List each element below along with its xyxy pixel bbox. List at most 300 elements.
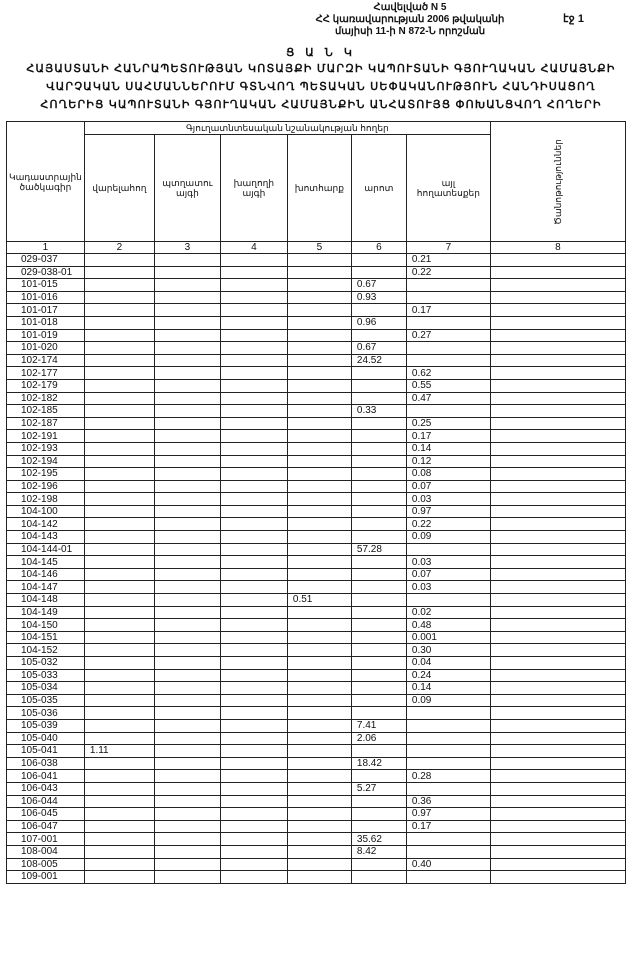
cadastral-code-cell: 105-039 [7, 719, 85, 732]
notes-cell [490, 644, 625, 657]
notes-cell [490, 329, 625, 342]
arable-cell [84, 594, 154, 607]
vineyard-cell [220, 405, 287, 418]
page-number: էջ 1 [563, 13, 584, 25]
notes-cell [490, 266, 625, 279]
table-row [7, 581, 626, 594]
orchard-cell [154, 581, 220, 594]
hayfield-cell [287, 543, 351, 556]
notes-cell [490, 543, 625, 556]
table-row [7, 858, 626, 871]
vineyard-cell [220, 480, 287, 493]
arable-cell [84, 820, 154, 833]
vineyard-cell [220, 707, 287, 720]
arable-cell [84, 266, 154, 279]
notes-cell [490, 342, 625, 355]
vineyard-cell [220, 808, 287, 821]
table-row [7, 379, 626, 392]
other-land-cell: 0.27 [406, 329, 490, 342]
orchard-cell [154, 417, 220, 430]
other-land-cell: 0.22 [406, 518, 490, 531]
other-land-cell [406, 543, 490, 556]
table-row [7, 657, 626, 670]
arable-cell: 1.11 [84, 745, 154, 758]
cadastral-code-cell: 107-001 [7, 833, 85, 846]
other-land-cell: 0.28 [406, 770, 490, 783]
orchard-cell [154, 845, 220, 858]
hayfield-cell [287, 367, 351, 380]
cadastral-code-cell: 105-041 [7, 745, 85, 758]
group-header-agricultural: Գյուղատնտեսական նշանակության հողեր [84, 122, 490, 135]
pasture-cell [351, 606, 406, 619]
pasture-cell [351, 304, 406, 317]
table-row [7, 367, 626, 380]
orchard-cell [154, 719, 220, 732]
pasture-cell [351, 392, 406, 405]
orchard-cell [154, 707, 220, 720]
arable-cell [84, 493, 154, 506]
notes-cell [490, 568, 625, 581]
notes-cell [490, 808, 625, 821]
arable-cell [84, 644, 154, 657]
hayfield-cell [287, 833, 351, 846]
table-body [7, 254, 626, 884]
cadastral-code-cell: 104-146 [7, 568, 85, 581]
other-land-cell [406, 594, 490, 607]
table-row [7, 568, 626, 581]
col-number: 7 [406, 242, 490, 254]
notes-cell [490, 669, 625, 682]
pasture-cell [351, 367, 406, 380]
vineyard-cell [220, 719, 287, 732]
vineyard-cell [220, 342, 287, 355]
pasture-cell: 18.42 [351, 757, 406, 770]
vineyard-cell [220, 291, 287, 304]
vineyard-cell [220, 795, 287, 808]
notes-cell [490, 770, 625, 783]
cadastral-code-cell: 106-043 [7, 782, 85, 795]
pasture-cell [351, 871, 406, 884]
other-land-cell: 0.09 [406, 531, 490, 544]
other-land-cell [406, 316, 490, 329]
vineyard-cell [220, 556, 287, 569]
pasture-cell [351, 770, 406, 783]
orchard-cell [154, 354, 220, 367]
hayfield-cell [287, 531, 351, 544]
vineyard-cell [220, 657, 287, 670]
cadastral-code-cell: 104-150 [7, 619, 85, 632]
table-row [7, 606, 626, 619]
vineyard-cell [220, 631, 287, 644]
arable-cell [84, 694, 154, 707]
arable-cell [84, 468, 154, 481]
orchard-cell [154, 279, 220, 292]
vineyard-cell [220, 820, 287, 833]
cadastral-code-cell: 102-174 [7, 354, 85, 367]
col-header-arable: վարելահող [84, 135, 154, 242]
title-line-3: ՎԱՐՉԱԿԱՆ ՍԱՀՄԱՆՆԵՐՈՒՄ ԳՏՆՎՈՂ ՊԵՏԱԿԱՆ ՍԵՓԱԿԱՆՈՒԹՅՈՒՆ ՀԱՆԴԻՍԱՑՈՂ [46, 81, 596, 93]
hayfield-cell [287, 808, 351, 821]
orchard-cell [154, 468, 220, 481]
arable-cell [84, 606, 154, 619]
orchard-cell [154, 619, 220, 632]
pasture-cell [351, 417, 406, 430]
cadastral-code-cell: 108-004 [7, 845, 85, 858]
hayfield-cell [287, 606, 351, 619]
cadastral-code-cell: 102-191 [7, 430, 85, 443]
notes-cell [490, 594, 625, 607]
hayfield-cell [287, 757, 351, 770]
table-row [7, 543, 626, 556]
hayfield-cell [287, 354, 351, 367]
orchard-cell [154, 795, 220, 808]
cadastral-code-cell: 104-149 [7, 606, 85, 619]
orchard-cell [154, 606, 220, 619]
notes-cell [490, 682, 625, 695]
pasture-cell [351, 795, 406, 808]
pasture-cell [351, 694, 406, 707]
cadastral-code-cell: 104-143 [7, 531, 85, 544]
cadastral-code-cell: 102-185 [7, 405, 85, 418]
pasture-cell [351, 493, 406, 506]
arable-cell [84, 833, 154, 846]
hayfield-cell [287, 556, 351, 569]
hayfield-cell [287, 405, 351, 418]
vineyard-cell [220, 531, 287, 544]
hayfield-cell [287, 707, 351, 720]
other-land-cell: 0.25 [406, 417, 490, 430]
pasture-cell: 0.67 [351, 342, 406, 355]
pasture-cell [351, 644, 406, 657]
other-land-cell [406, 354, 490, 367]
vineyard-cell [220, 430, 287, 443]
vineyard-cell [220, 442, 287, 455]
arable-cell [84, 518, 154, 531]
cadastral-code-cell: 105-035 [7, 694, 85, 707]
vineyard-cell [220, 543, 287, 556]
arable-cell [84, 669, 154, 682]
cadastral-code-cell: 101-018 [7, 316, 85, 329]
other-land-cell [406, 707, 490, 720]
hayfield-cell [287, 568, 351, 581]
other-land-cell [406, 405, 490, 418]
table-row [7, 316, 626, 329]
cadastral-code-cell: 102-198 [7, 493, 85, 506]
cadastral-code-cell: 105-034 [7, 682, 85, 695]
hayfield-cell: 0.51 [287, 594, 351, 607]
arable-cell [84, 757, 154, 770]
vineyard-cell [220, 316, 287, 329]
orchard-cell [154, 392, 220, 405]
arable-cell [84, 782, 154, 795]
arable-cell [84, 455, 154, 468]
notes-cell [490, 694, 625, 707]
orchard-cell [154, 694, 220, 707]
table-row [7, 354, 626, 367]
notes-cell [490, 795, 625, 808]
other-land-cell [406, 745, 490, 758]
table-row [7, 531, 626, 544]
notes-cell [490, 354, 625, 367]
arable-cell [84, 808, 154, 821]
table-row [7, 782, 626, 795]
arable-cell [84, 682, 154, 695]
vineyard-cell [220, 682, 287, 695]
cadastral-code-cell: 106-047 [7, 820, 85, 833]
pasture-cell: 0.96 [351, 316, 406, 329]
vineyard-cell [220, 694, 287, 707]
other-land-cell: 0.03 [406, 493, 490, 506]
title-line-4: ՀՈՂԵՐԻՑ ԿԱՊՈՒՏԱՆԻ ԳՅՈՒՂԱԿԱՆ ՀԱՄԱՅՆՔԻՆ ԱՆՀԱՏՈՒՅՑ ՓՈԽԱՆՑՎՈՂ ՀՈՂԵՐԻ [40, 99, 602, 111]
table-row [7, 455, 626, 468]
notes-cell [490, 304, 625, 317]
notes-label: Ծանոթություններ [552, 138, 563, 225]
orchard-cell [154, 405, 220, 418]
table-row [7, 757, 626, 770]
orchard-cell [154, 657, 220, 670]
arable-cell [84, 631, 154, 644]
cadastral-code-cell: 105-040 [7, 732, 85, 745]
orchard-cell [154, 644, 220, 657]
cadastral-code-cell: 102-196 [7, 480, 85, 493]
hayfield-cell [287, 581, 351, 594]
table-row [7, 266, 626, 279]
table-row [7, 833, 626, 846]
notes-cell [490, 468, 625, 481]
pasture-cell: 0.67 [351, 279, 406, 292]
pasture-cell [351, 594, 406, 607]
notes-cell [490, 581, 625, 594]
cadastral-code-cell: 104-142 [7, 518, 85, 531]
other-land-cell: 0.17 [406, 304, 490, 317]
pasture-cell: 35.62 [351, 833, 406, 846]
vineyard-cell [220, 493, 287, 506]
notes-cell [490, 782, 625, 795]
pasture-cell [351, 669, 406, 682]
other-land-cell [406, 279, 490, 292]
cadastral-code-cell: 101-020 [7, 342, 85, 355]
hayfield-cell [287, 480, 351, 493]
notes-cell [490, 719, 625, 732]
orchard-cell [154, 329, 220, 342]
hayfield-cell [287, 291, 351, 304]
other-land-cell [406, 291, 490, 304]
other-land-cell: 0.12 [406, 455, 490, 468]
hayfield-cell [287, 518, 351, 531]
vineyard-cell [220, 594, 287, 607]
table-row [7, 619, 626, 632]
notes-cell [490, 845, 625, 858]
cadastral-code-cell: 104-144-01 [7, 543, 85, 556]
orchard-cell [154, 568, 220, 581]
orchard-cell [154, 379, 220, 392]
annex-line-3: մայիսի 11-ի N 872-Ն որոշման [334, 26, 486, 37]
table-row [7, 254, 626, 267]
table-row [7, 405, 626, 418]
notes-cell [490, 430, 625, 443]
cadastral-code-cell: 108-005 [7, 858, 85, 871]
arable-cell [84, 581, 154, 594]
orchard-cell [154, 531, 220, 544]
table-row [7, 442, 626, 455]
table-row [7, 631, 626, 644]
table-row [7, 468, 626, 481]
hayfield-cell [287, 342, 351, 355]
col-header-cadastral-code: Կադաստրային ծածկագիր [7, 122, 85, 242]
vineyard-cell [220, 354, 287, 367]
arable-cell [84, 795, 154, 808]
vineyard-cell [220, 329, 287, 342]
vineyard-cell [220, 266, 287, 279]
pasture-cell: 0.33 [351, 405, 406, 418]
notes-cell [490, 405, 625, 418]
other-land-cell: 0.03 [406, 581, 490, 594]
table-row [7, 493, 626, 506]
other-land-cell: 0.14 [406, 682, 490, 695]
arable-cell [84, 442, 154, 455]
table-row [7, 644, 626, 657]
other-land-cell: 0.07 [406, 568, 490, 581]
pasture-cell [351, 682, 406, 695]
hayfield-cell [287, 682, 351, 695]
table-row [7, 694, 626, 707]
orchard-cell [154, 518, 220, 531]
arable-cell [84, 707, 154, 720]
cadastral-code-cell: 106-041 [7, 770, 85, 783]
arable-cell [84, 568, 154, 581]
table-row [7, 505, 626, 518]
pasture-cell: 7.41 [351, 719, 406, 732]
pasture-cell [351, 619, 406, 632]
other-land-cell: 0.17 [406, 430, 490, 443]
notes-cell [490, 858, 625, 871]
vineyard-cell [220, 392, 287, 405]
other-land-cell [406, 719, 490, 732]
other-land-cell [406, 833, 490, 846]
arable-cell [84, 430, 154, 443]
hayfield-cell [287, 430, 351, 443]
vineyard-cell [220, 468, 287, 481]
table-row [7, 795, 626, 808]
pasture-cell [351, 505, 406, 518]
hayfield-cell [287, 505, 351, 518]
table-row [7, 329, 626, 342]
pasture-cell [351, 266, 406, 279]
vineyard-cell [220, 858, 287, 871]
orchard-cell [154, 770, 220, 783]
pasture-cell [351, 808, 406, 821]
notes-cell [490, 493, 625, 506]
arable-cell [84, 657, 154, 670]
orchard-cell [154, 342, 220, 355]
col-header-other-land: այլ հողատեսքեր [406, 135, 490, 242]
arable-cell [84, 316, 154, 329]
hayfield-cell [287, 782, 351, 795]
hayfield-cell [287, 719, 351, 732]
table-row [7, 430, 626, 443]
orchard-cell [154, 430, 220, 443]
hayfield-cell [287, 732, 351, 745]
annex-line-1: Հավելված N 5 [373, 2, 447, 13]
pasture-cell: 5.27 [351, 782, 406, 795]
arable-cell [84, 732, 154, 745]
col-header-orchard: պտղատու այգի [154, 135, 220, 242]
hayfield-cell [287, 254, 351, 267]
orchard-cell [154, 631, 220, 644]
vineyard-cell [220, 606, 287, 619]
arable-cell [84, 342, 154, 355]
table-row [7, 770, 626, 783]
notes-cell [490, 518, 625, 531]
other-land-cell: 0.09 [406, 694, 490, 707]
vineyard-cell [220, 279, 287, 292]
hayfield-cell [287, 858, 351, 871]
table-row [7, 845, 626, 858]
notes-cell [490, 417, 625, 430]
pasture-cell [351, 329, 406, 342]
table-row [7, 291, 626, 304]
arable-cell [84, 505, 154, 518]
other-land-cell: 0.03 [406, 556, 490, 569]
arable-cell [84, 254, 154, 267]
notes-cell [490, 707, 625, 720]
arable-cell [84, 543, 154, 556]
vineyard-cell [220, 732, 287, 745]
other-land-cell: 0.48 [406, 619, 490, 632]
orchard-cell [154, 480, 220, 493]
hayfield-cell [287, 329, 351, 342]
vineyard-cell [220, 254, 287, 267]
pasture-cell: 24.52 [351, 354, 406, 367]
table-row [7, 808, 626, 821]
orchard-cell [154, 493, 220, 506]
orchard-cell [154, 808, 220, 821]
cadastral-code-cell: 104-147 [7, 581, 85, 594]
table-row [7, 342, 626, 355]
cadastral-code-cell: 101-017 [7, 304, 85, 317]
other-land-cell: 0.62 [406, 367, 490, 380]
hayfield-cell [287, 379, 351, 392]
table-row [7, 518, 626, 531]
vineyard-cell [220, 379, 287, 392]
cadastral-code-cell: 105-033 [7, 669, 85, 682]
arable-cell [84, 619, 154, 632]
vineyard-cell [220, 304, 287, 317]
other-land-cell: 0.04 [406, 657, 490, 670]
land-table [6, 121, 626, 884]
pasture-cell [351, 379, 406, 392]
other-land-cell: 0.001 [406, 631, 490, 644]
vineyard-cell [220, 770, 287, 783]
col-header-pasture: արոտ [351, 135, 406, 242]
other-land-cell: 0.97 [406, 505, 490, 518]
arable-cell [84, 871, 154, 884]
pasture-cell: 0.93 [351, 291, 406, 304]
hayfield-cell [287, 619, 351, 632]
notes-cell [490, 442, 625, 455]
vineyard-cell [220, 581, 287, 594]
notes-cell [490, 619, 625, 632]
orchard-cell [154, 782, 220, 795]
table-row [7, 279, 626, 292]
other-land-cell: 0.55 [406, 379, 490, 392]
orchard-cell [154, 254, 220, 267]
cadastral-code-cell: 102-177 [7, 367, 85, 380]
orchard-cell [154, 820, 220, 833]
vineyard-cell [220, 782, 287, 795]
notes-cell [490, 254, 625, 267]
cadastral-code-cell: 102-182 [7, 392, 85, 405]
